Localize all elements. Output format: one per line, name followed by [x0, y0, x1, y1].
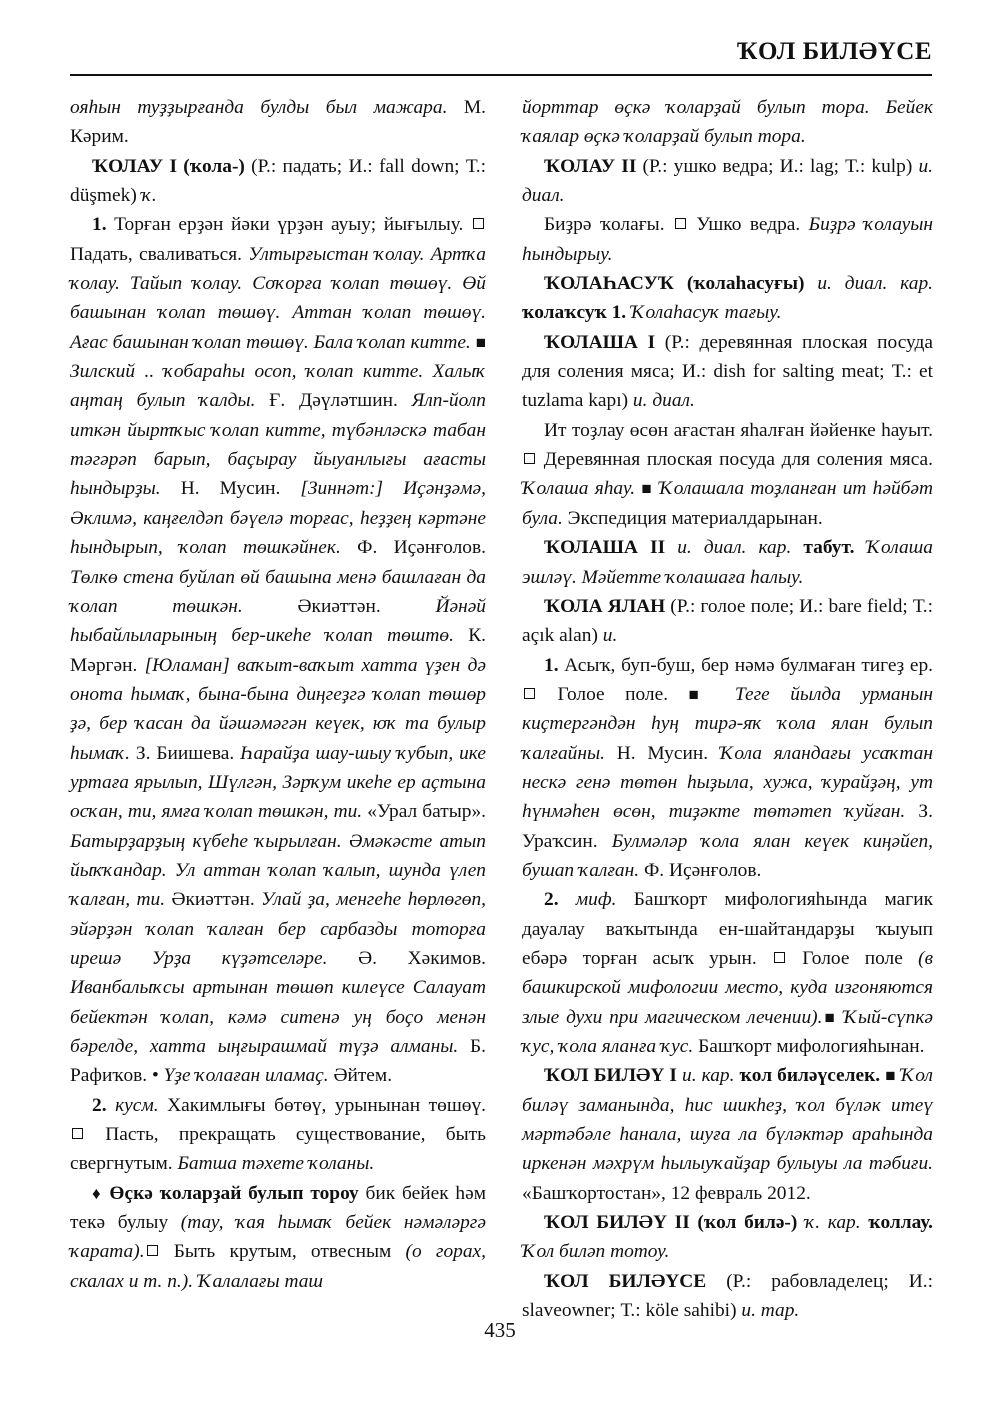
square-symbol — [774, 952, 785, 963]
headword: ҠОЛАУ І (ҡола-) — [92, 155, 245, 177]
entry-kolau-1: ҠОЛАУ І (ҡола-) (Р.: падать; И.: fall down; Т.: düşmek) ҡ. — [70, 155, 486, 207]
kola-yalan-sense-2: 2. миф. Башҡорт мифологияһында магик дауалау ваҡытында ен-шайтандарҙы ҡыуып ебәрә торған асыҡ урын. Голое поле (в башкирской мифологии место, куда изгоняются злые духи при магическом лечении).■ Ҡый-сүпкә ҡус, ҡола яланға ҡус. Башҡорт мифологияһынан. — [522, 889, 933, 1057]
entry-kol-bilau-1: ҠОЛ БИЛӘҮ І и. кар. ҡол биләүселек. ■ Ҡол биләү заманында, һис шикһеҙ, ҡол бүләк итеү мәртәбәле һанала, шуға ла бүләктәр араһында иркенән мәхрүм һылыуҡайҙар булыуы ла тәбиғи. «Башҡортостан», 12 февраль 2012. — [522, 1065, 933, 1204]
header-title: ҠОЛ БИЛӘҮСЕ — [736, 38, 932, 65]
running-header — [70, 38, 932, 72]
entry-kol-bilau-2: ҠОЛ БИЛӘҮ ІІ (ҡол билә-) ҡ. кар. ҡоллау. Ҡол биләп тотоу. — [522, 1212, 933, 1263]
black-square-symbol: ■ — [475, 332, 486, 352]
entry-kolau-2: ҠОЛАУ ІІ (Р.: ушко ведра; И.: lag; Т.: kulp) и. диал. — [522, 155, 933, 207]
entry-kolau-2-example: Биҙрә ҡолағы. Ушко ведра. Биҙрә ҡолауын һындырыу. — [522, 214, 933, 265]
square-symbol — [675, 218, 686, 229]
entry-kolasha-1-definition: Ит тоҙлау өсөн ағастан яһалған йәйенке һауыт. Деревянная плоская посуда для соления мяса. Ҡолаша яһау. ■ Ҡолашала тоҙланған ит һәйбәт була. Экспедиция материалдарынан. — [522, 419, 934, 529]
square-symbol — [72, 1128, 83, 1139]
page-number: 435 — [484, 1318, 516, 1342]
left-entry-continuation: ояһын туҙҙырғанда булды был мажара. М. Кәрим. — [70, 97, 486, 148]
square-symbol — [524, 688, 535, 699]
black-square-symbol: ■ — [885, 1066, 896, 1086]
black-square-symbol: ■ — [688, 684, 715, 704]
right-entry-continuation: йорттар өҫкә ҡоларҙай булып тора. Бейек ҡаялар өҫкә ҡоларҙай булып тора. — [522, 97, 933, 148]
black-square-symbol: ■ — [822, 1007, 837, 1027]
sense-2: 2. кусм. Хакимлығы бөтөү, урынынан төшөү. Пасть, прекращать существование, быть свергнутым. Батша тәхете ҡоланы. — [70, 1094, 486, 1175]
diamond-symbol: ♦ — [92, 1183, 103, 1203]
entry-kolahasuk: ҠОЛАҺАСУҠ (ҡолаһасуғы) и. диал. кар. ҡолаҡсуҡ 1. Ҡолаһасуҡ тағыу. — [522, 273, 933, 324]
sense-1: 1. Торған ерҙән йәки үрҙән ауыу; йығылыу. Падать, сваливаться. Ултырғыстан ҡолау. Артҡа ҡолау. Тайып ҡолау. Соҡорға ҡолап төшөү. Өй башынан ҡолап төшөү. Аттан ҡолап төшөү. Ағас башынан ҡолап төшөү. Бала ҡолап китте. ■ Зилский .. ҡобараһы осоп, ҡолап китте. Халыҡ аңтаң булып ҡалды. Ғ. Дәүләтшин. Ялп-йолп иткән йыртҡыс ҡолап китте, түбәнләскә табан тәгәрәп барып, баҫырау йыуанлығы ағасты һындырҙы. Н. Мусин. [Зиннәт:] Иҫәнҙәмә, Әклимә, каңғелдәп бәүелә торғас, һеҙҙең кәртәне һындырып, ҡолап төшкәйнек. Ф. Иҫәнғолов. Төлкө стена буйлап өй башына менә башлаған да ҡолап төшкән. Әкиәттән. Йәнәй һыбайлыларының бер-икеһе ҡолап төштө. К. Мәргән. [Юламан] ваҡыт-ваҡыт хатта үҙен дә онота һымаҡ, бына-бына диңгеҙгә ҡолап төшөр ҙә, бер ҡасан да йәшәмәгән кеүек, юҡ та булыр һымаҡ. З. Биишева. Һарайҙа шау-шыу ҡубып, ике уртаға ярылып, Шүлгән, Зәрҡум икеһе ер аҫтына осҡан, ти, ямға ҡолап төшкән, ти. «Урал батыр». Батырҙарҙың күбеһе ҡырылған. Әмәкәсте атып йыҡҡандар. Ул аттан ҡолап ҡалып, шунда үлеп ҡалған, ти. Әкиәттән. Улай ҙа, менгеһе һөрлөгөп, эйәрҙән ҡолап ҡалған бер сарбазды тоторға ирешә Урҙа күҙәтселәре. Ә. Хәкимов. Иванбалыҡсы артынан төшөп килеүсе Салауат бейектән ҡолап, кәмә ситенә уң боҫо менән бәрелде, хатта ыңғырашмай түҙә алманы. Б. Рафиҡов. • Үҙе ҡолаған иламаҫ. Әйтем. — [70, 214, 487, 1087]
entry-kolasha-2: ҠОЛАША ІІ и. диал. кар. табут. Ҡолаша эшләү. Мәйетте ҡолашаға һалыу. — [522, 537, 933, 588]
black-square-symbol: ■ — [641, 479, 653, 499]
right-column — [522, 93, 933, 1325]
square-symbol — [473, 218, 484, 229]
entry-kol-bilause: ҠОЛ БИЛӘҮСЕ (Р.: рабовладелец; И.: slaveowner; Т.: köle sahibi) и. тар. — [522, 1270, 933, 1322]
square-symbol — [524, 453, 535, 464]
entry-kola-yalan: ҠОЛА ЯЛАН (Р.: голое поле; И.: bare field; Т.: açık alan) и. — [522, 595, 933, 647]
square-symbol — [147, 1245, 158, 1256]
bullet-symbol: • — [152, 1065, 159, 1087]
left-column — [70, 93, 486, 1296]
phrase-entry: ♦ Өҫкә ҡоларҙай булып тороу бик бейек һәм текә булыу (тау, ҡая һымаҡ бейек нәмәләргә ҡарата). Быть крутым, отвесным (о горах, скалах и т. п.). Ҡалалағы таш — [70, 1182, 486, 1292]
entry-kolasha-1: ҠОЛАША І (Р.: деревянная плоская посуда для соления мяса; И.: dish for salting meat; Т.: et tuzlama kapı) и. диал. — [522, 331, 933, 412]
header-rule — [70, 74, 932, 76]
kola-yalan-sense-1: 1. Асыҡ, буп-буш, бер нәмә булмаған тигеҙ ер. Голое поле. ■ Теге йылда урманын киҫтергәндән һуң тирә-яҡ ҡола ялан булып ҡалғайны. Н. Мусин. Ҡола яландағы усаҡтан нескә генә төтөн һыҙыла, хужа, ҡурайҙәң, ут һүнмәһен өсөн, тиҙәкте төтәтеп ҡуйған. З. Ураҡсин. Булмәләр ҡола ялан кеүек киңәйеп, бушап ҡалған. Ф. Иҫәнғолов. — [522, 654, 933, 881]
